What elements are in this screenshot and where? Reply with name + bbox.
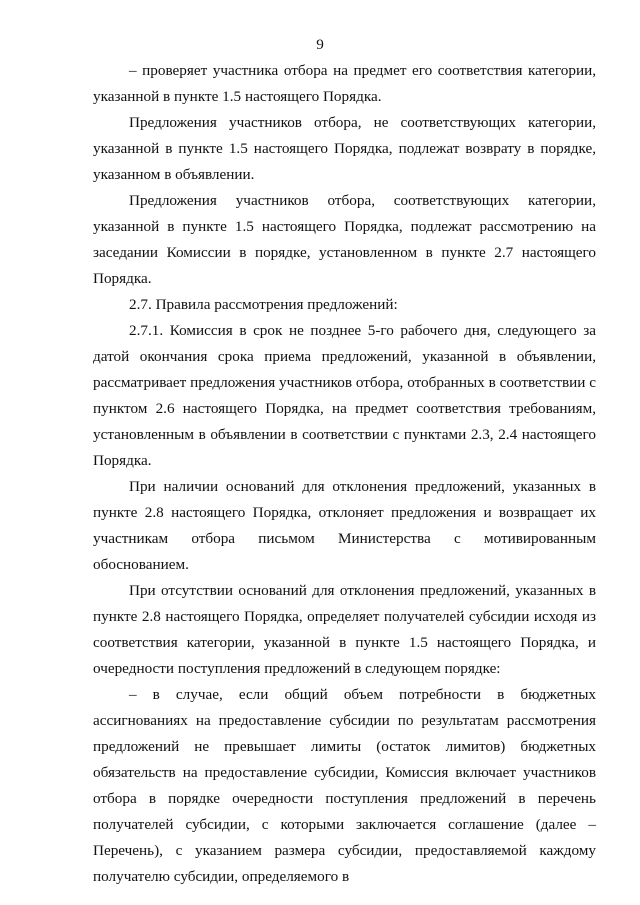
paragraph-check-category: – проверяет участника отбора на предмет его соответствия категории, указанной в пункте 1.5 настоящего Порядка.: [93, 62, 596, 105]
paragraph-not-matching-category: Предложения участников отбора, не соответствующих категории, указанной в пункте 1.5 настоящего Порядка, подлежат возврату в порядке, указанном в объявлении.: [93, 114, 596, 183]
paragraph-matching-category: Предложения участников отбора, соответствующих категории, указанной в пункте 1.5 настоящего Порядка, подлежат рассмотрению на заседании Комиссии в порядке, установленном в пункте 2.7 настоящего Порядка.: [93, 192, 596, 287]
document-body: [93, 58, 596, 890]
paragraph-section-2-7-1: 2.7.1. Комиссия в срок не позднее 5-го рабочего дня, следующего за датой окончания срока приема предложений, указанной в объявлении, рассматривает предложения участников отбора, отобранных в соответствии с пунктом 2.6 настоящего Порядка, на предмет соответствия требованиям, установленным в объявлении в соответствии с пунктами 2.3, 2.4 настоящего Порядка.: [93, 322, 596, 469]
paragraph-budget-case: – в случае, если общий объем потребности в бюджетных ассигнованиях на предоставление субсидии по результатам рассмотрения предложений не превышает лимиты (остаток лимитов) бюджетных обязательств на предоставление субсидии, Комиссия включает участников отбора в порядке очередности поступления предложений в перечень получателей субсидии, с которыми заключается соглашение (далее – Перечень), с указанием размера субсидии, предоставляемой каждому получателю субсидии, определяемого в: [93, 686, 596, 885]
paragraph-rejection-grounds: При наличии оснований для отклонения предложений, указанных в пункте 2.8 настоящего Порядка, отклоняет предложения и возвращает их участникам отбора письмом Министерства с мотивированным обоснованием.: [93, 478, 596, 573]
paragraph-section-2-7-heading: 2.7. Правила рассмотрения предложений:: [129, 296, 398, 313]
page-number: 9: [316, 36, 324, 53]
paragraph-no-rejection-grounds: При отсутствии оснований для отклонения предложений, указанных в пункте 2.8 настоящего Порядка, определяет получателей субсидии исходя из соответствия категории, указанной в пункте 1.5 настоящего Порядка, и очередности поступления предложений в следующем порядке:: [93, 582, 596, 677]
